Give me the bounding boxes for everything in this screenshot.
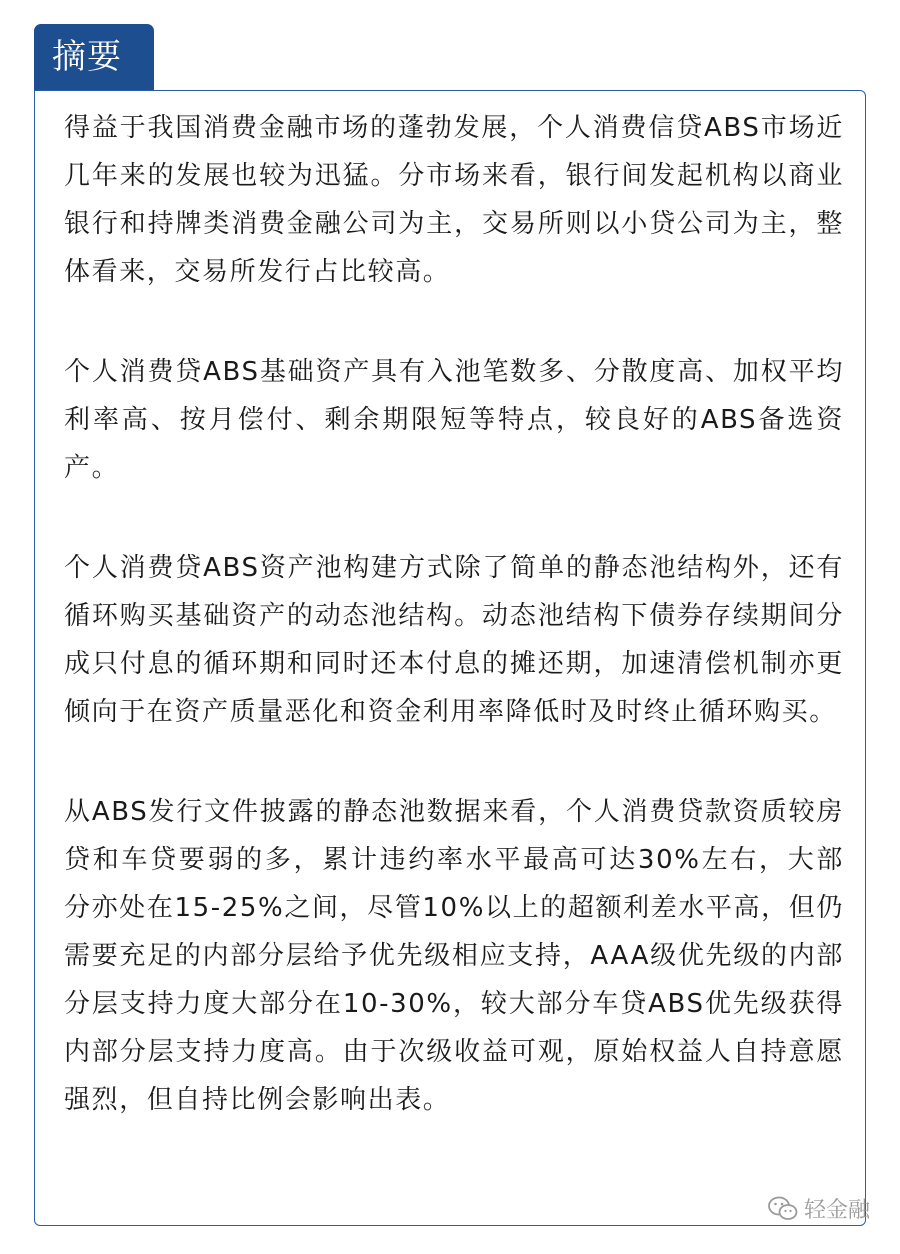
watermark-text: 轻金融 <box>803 1198 870 1223</box>
paragraph: 得益于我国消费金融市场的蓬勃发展，个人消费信贷ABS市场近几年来的发展也较为迅猛。分市场来看，银行间发起机构以商业银行和持牌类消费金融公司为主，交易所则以小贷公司为主，整体看来，交易所发行占比较高。 <box>64 113 844 287</box>
section-tab-label: 摘要 <box>52 37 122 77</box>
abstract-box <box>34 90 866 1226</box>
wechat-icon <box>768 1196 798 1222</box>
paragraph: 个人消费贷ABS资产池构建方式除了简单的静态池结构外，还有循环购买基础资产的动态池结构。动态池结构下债券存续期间分成只付息的循环期和同时还本付息的摊还期，加速清偿机制亦更倾向于在资产质量恶化和资金利用率降低时及时终止循环购买。 <box>64 553 844 727</box>
watermark <box>768 1193 870 1224</box>
paragraph: 从ABS发行文件披露的静态池数据来看，个人消费贷款资质较房贷和车贷要弱的多，累计违约率水平最高可达30%左右，大部分亦处在15-25%之间，尽管10%以上的超额利差水平高，但仍需要充足的内部分层给予优先级相应支持，AAA级优先级的内部分层支持力度大部分在10-30%，较大部分车贷ABS优先级获得内部分层支持力度高。由于次级收益可观，原始权益人自持意愿强烈，但自持比例会影响出表。 <box>64 797 844 1115</box>
section-tab <box>34 24 154 90</box>
paragraph: 个人消费贷ABS基础资产具有入池笔数多、分散度高、加权平均利率高、按月偿付、剩余期限短等特点，较良好的ABS备选资产。 <box>64 357 844 483</box>
